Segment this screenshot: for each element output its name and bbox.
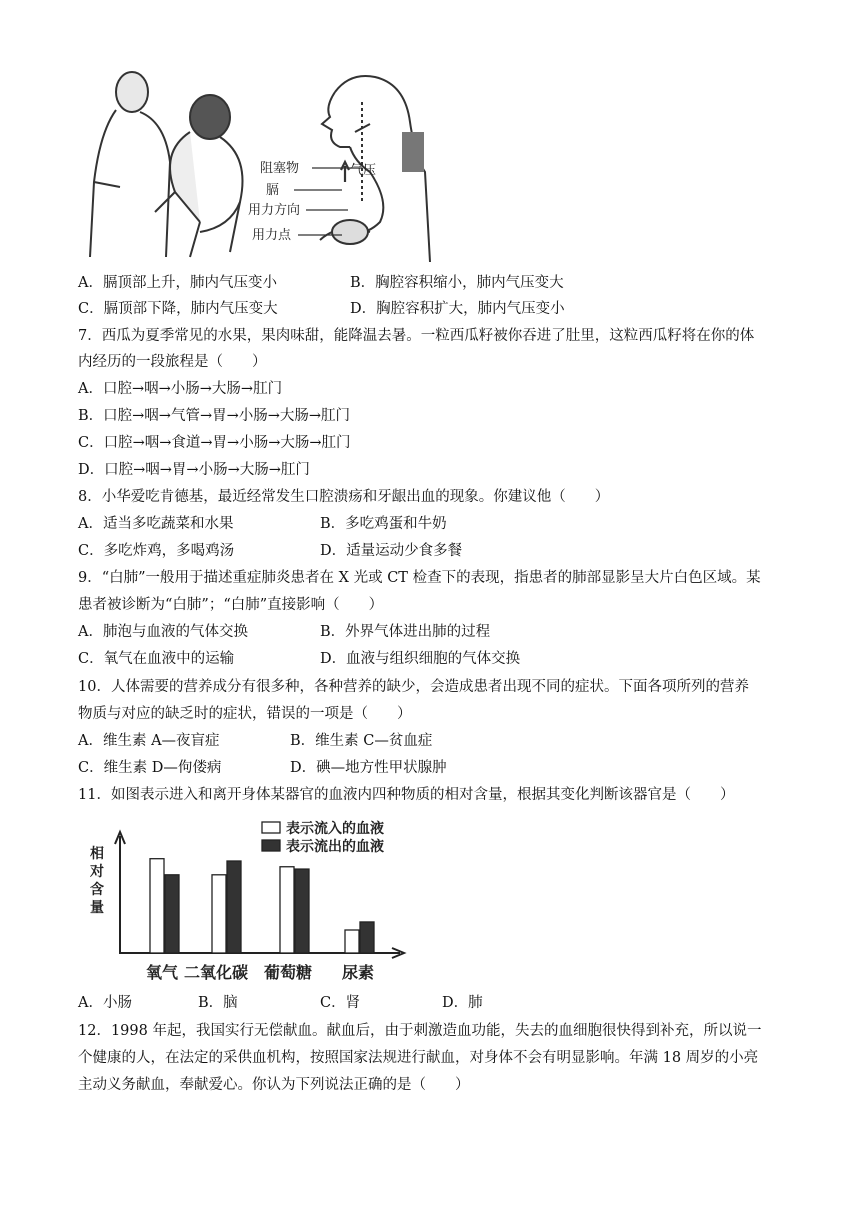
q10-stem-line-2: 物质与对应的缺乏时的症状，错误的一项是（ ） [78, 706, 412, 722]
q6-option-a: A．膈顶部上升，肺内气压变小 [78, 275, 277, 291]
legend-swatch-1 [262, 840, 280, 851]
q8-option-c: C．多吃炸鸡，多喝鸡汤 [78, 543, 235, 559]
x-tick-label-0: 氧气 [146, 963, 179, 982]
q11-option-c: C．肾 [320, 995, 361, 1011]
q8-option-b: B．多吃鸡蛋和牛奶 [320, 516, 447, 532]
q6-option-c: C．膈顶部下降，肺内气压变大 [78, 301, 278, 317]
q8-option-a: A．适当多吃蔬菜和水果 [78, 516, 234, 532]
q9-option-a: A．肺泡与血液的气体交换 [78, 624, 248, 640]
q10-option-d: D．碘—地方性甲状腺肿 [290, 760, 447, 776]
q7-stem-line-2: 内经历的一段旅程是（ ） [78, 354, 267, 370]
label-force-direction: 用力方向 [248, 203, 301, 218]
y-axis-label-char: 含 [90, 882, 104, 898]
q6-option-b: B．胸腔容积缩小，肺内气压变大 [350, 275, 564, 291]
q9-stem-line-2: 患者被诊断为“白肺”；“白肺”直接影响（ ） [78, 597, 384, 613]
bar-outflow-2 [295, 869, 309, 953]
q11-option-b: B．脑 [198, 995, 238, 1011]
bar-outflow-1 [227, 861, 241, 953]
q7-option-a: A．口腔→咽→小肠→大肠→肛门 [78, 381, 283, 397]
q11-stem: 11．如图表示进入和离开身体某器官的血液内四种物质的相对含量，根据其变化判断该器官是（ ） [78, 787, 735, 803]
label-obstruction: 阻塞物 [260, 161, 300, 176]
y-axis-label-char: 量 [90, 900, 104, 916]
q10-option-c: C．维生素 D—佝偻病 [78, 760, 222, 776]
bar-outflow-3 [360, 922, 374, 953]
q10-option-b: B．维生素 C—贫血症 [290, 733, 433, 749]
q12-stem-line-3: 主动义务献血，奉献爱心。你认为下列说法正确的是（ ） [78, 1077, 470, 1093]
q9-option-c: C．氧气在血液中的运输 [78, 651, 235, 667]
q8-stem: 8．小华爱吃肯德基，最近经常发生口腔溃疡和牙龈出血的现象。你建议他（ ） [78, 489, 610, 505]
q11-option-d: D．肺 [442, 995, 483, 1011]
bar-inflow-3 [345, 930, 359, 953]
heimlich-figure [80, 62, 440, 264]
bar-outflow-0 [165, 875, 179, 953]
x-tick-label-1: 二氧化碳 [184, 963, 249, 982]
label-air-pressure: 气压 [350, 163, 377, 178]
y-axis-label-char: 相 [90, 846, 104, 862]
q7-option-b: B．口腔→咽→气管→胃→小肠→大肠→肛门 [78, 408, 351, 424]
q10-option-a: A．维生素 A—夜盲症 [78, 733, 220, 749]
q12-stem-line-2: 个健康的人，在法定的采供血机构，按照国家法规进行献血，对身体不会有明显影响。年满 18 周岁的小亮 [78, 1050, 759, 1066]
q6-option-d: D．胸腔容积扩大，肺内气压变小 [350, 301, 565, 317]
q11-option-a: A．小肠 [78, 995, 132, 1011]
x-tick-label-2: 葡萄糖 [264, 963, 313, 982]
q10-stem-line-1: 10．人体需要的营养成分有很多种，各种营养的缺少，会造成患者出现不同的症状。下面各项所列的营养 [78, 679, 749, 695]
legend-swatch-0 [262, 822, 280, 833]
legend-label-1: 表示流出的血液 [286, 839, 384, 855]
x-tick-label-3: 尿素 [342, 963, 375, 982]
label-diaphragm: 膈 [266, 183, 280, 198]
label-force-point: 用力点 [252, 228, 292, 243]
bar-inflow-0 [150, 859, 164, 953]
legend-label-0: 表示流入的血液 [286, 821, 384, 837]
blood-substance-chart [80, 818, 420, 988]
q9-option-b: B．外界气体进出肺的过程 [320, 624, 491, 640]
bar-inflow-2 [280, 867, 294, 953]
q9-option-d: D．血液与组织细胞的气体交换 [320, 651, 521, 667]
q8-option-d: D．适量运动少食多餐 [320, 543, 463, 559]
y-axis-label-char: 对 [90, 864, 104, 880]
q9-stem-line-1: 9．“白肺”一般用于描述重症肺炎患者在 X 光或 CT 检查下的表现，指患者的肺部显影呈大片白色区域。某 [78, 570, 761, 586]
q7-option-c: C．口腔→咽→食道→胃→小肠→大肠→肛门 [78, 435, 351, 451]
q7-option-d: D．口腔→咽→胃→小肠→大肠→肛门 [78, 462, 310, 478]
q7-stem-line-1: 7．西瓜为夏季常见的水果，果肉味甜，能降温去暑。一粒西瓜籽被你吞进了肚里，这粒西瓜籽将在你的体 [78, 328, 755, 344]
q12-stem-line-1: 12．1998 年起，我国实行无偿献血。献血后，由于刺激造血功能，失去的血细胞很快得到补充，所以说一 [78, 1023, 762, 1039]
bar-inflow-1 [212, 875, 226, 953]
